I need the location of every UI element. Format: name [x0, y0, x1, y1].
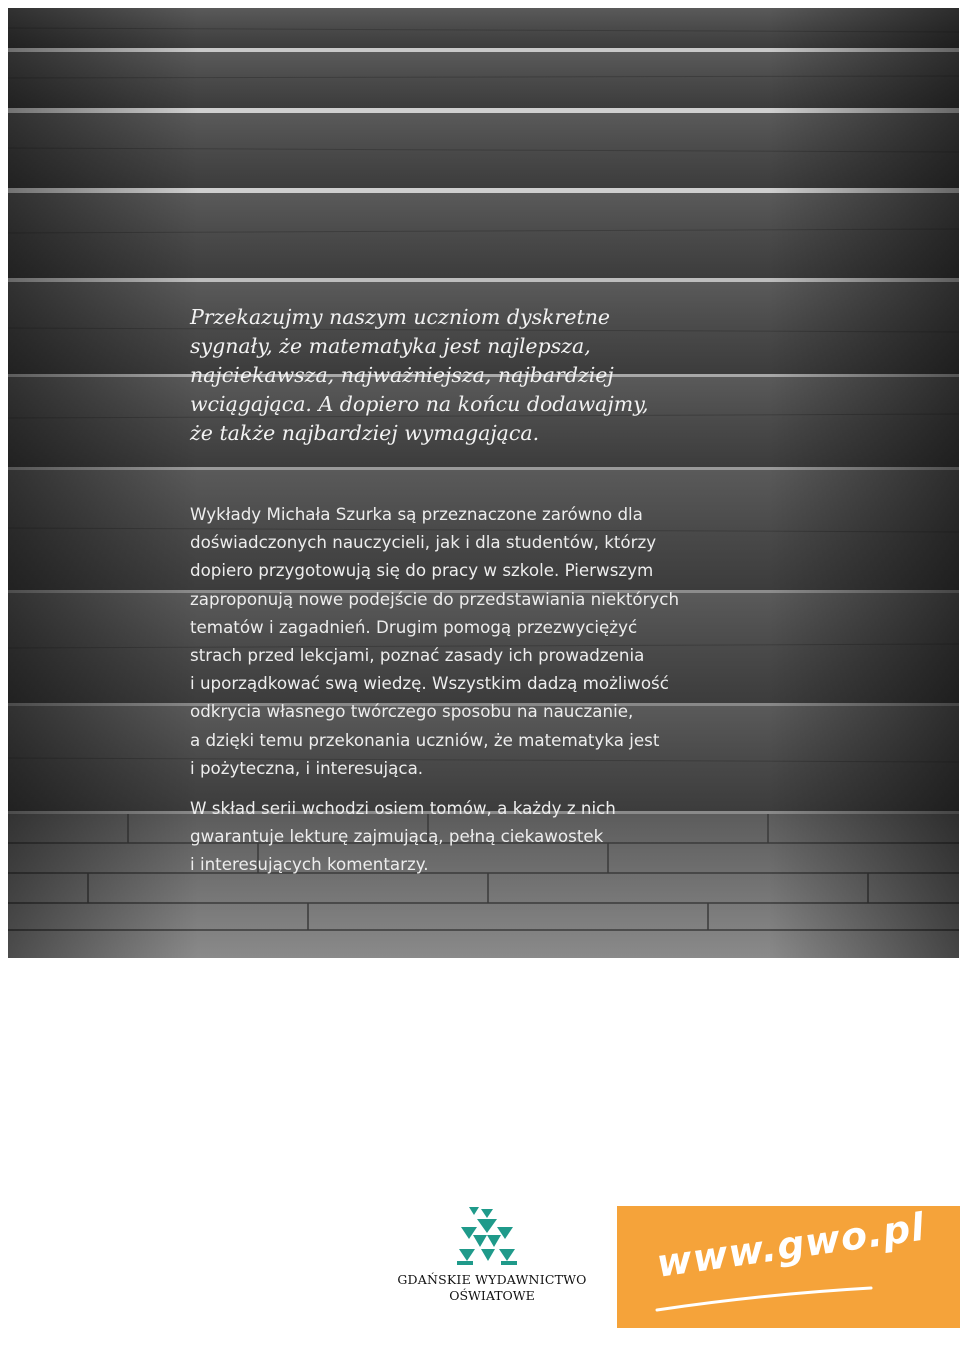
series-description: [190, 500, 790, 879]
description-paragraph-2: [190, 794, 790, 879]
text-line: doświadczonych nauczycieli, jak i dla studentów, którzy: [190, 532, 657, 553]
text-line: zaproponują nowe podejście do przedstawiania niektórych: [190, 588, 680, 609]
intro-quote: [190, 303, 750, 448]
quote-line: sygnały, że matematyka jest najlepsza,: [190, 334, 591, 358]
website-banner: [617, 1206, 960, 1328]
text-line: strach przed lekcjami, poznać zasady ich prowadzenia: [190, 645, 645, 666]
text-line: Wykłady Michała Szurka są przeznaczone zarówno dla: [190, 504, 643, 524]
publisher-emblem-icon: [455, 1205, 519, 1267]
quote-line: wciągająca. A dopiero na końcu dodawajmy,: [190, 392, 649, 416]
text-line: i uporządkować swą wiedzę. Wszystkim dadzą możliwość: [190, 673, 669, 694]
url-underline-swoosh: [655, 1284, 875, 1314]
cover-photo-wooden-steps: [8, 8, 959, 958]
quote-line: Przekazujmy naszym uczniom dyskretne: [190, 305, 611, 329]
text-line: a dzięki temu przekonania uczniów, że matematyka jest: [190, 729, 660, 750]
description-paragraph-1: [190, 500, 790, 782]
quote-line: że także najbardziej wymagająca.: [190, 421, 540, 445]
publisher-name-line-2: OŚWIATOWE: [449, 1288, 535, 1303]
text-line: odkrycia własnego twórczego sposobu na nauczanie,: [190, 701, 634, 722]
quote-line: najciekawsza, najważniejsza, najbardziej: [190, 363, 614, 387]
text-line: i interesujących komentarzy.: [190, 854, 429, 875]
publisher-logo: [392, 1205, 592, 1305]
text-line: dopiero przygotowują się do pracy w szkole. Pierwszym: [190, 560, 654, 581]
text-line: W skład serii wchodzi osiem tomów, a każdy z nich: [190, 798, 616, 819]
publisher-name-line-1: GDAŃSKIE WYDAWNICTWO: [397, 1272, 587, 1287]
text-line: i pożyteczna, i interesująca.: [190, 757, 424, 778]
text-line: tematów i zagadnień. Drugim pomogą przezwyciężyć: [190, 616, 638, 637]
website-url-link[interactable]: www.gwo.pl: [653, 1204, 928, 1286]
text-line: gwarantuje lekturę zajmującą, pełną ciekawostek: [190, 826, 604, 847]
